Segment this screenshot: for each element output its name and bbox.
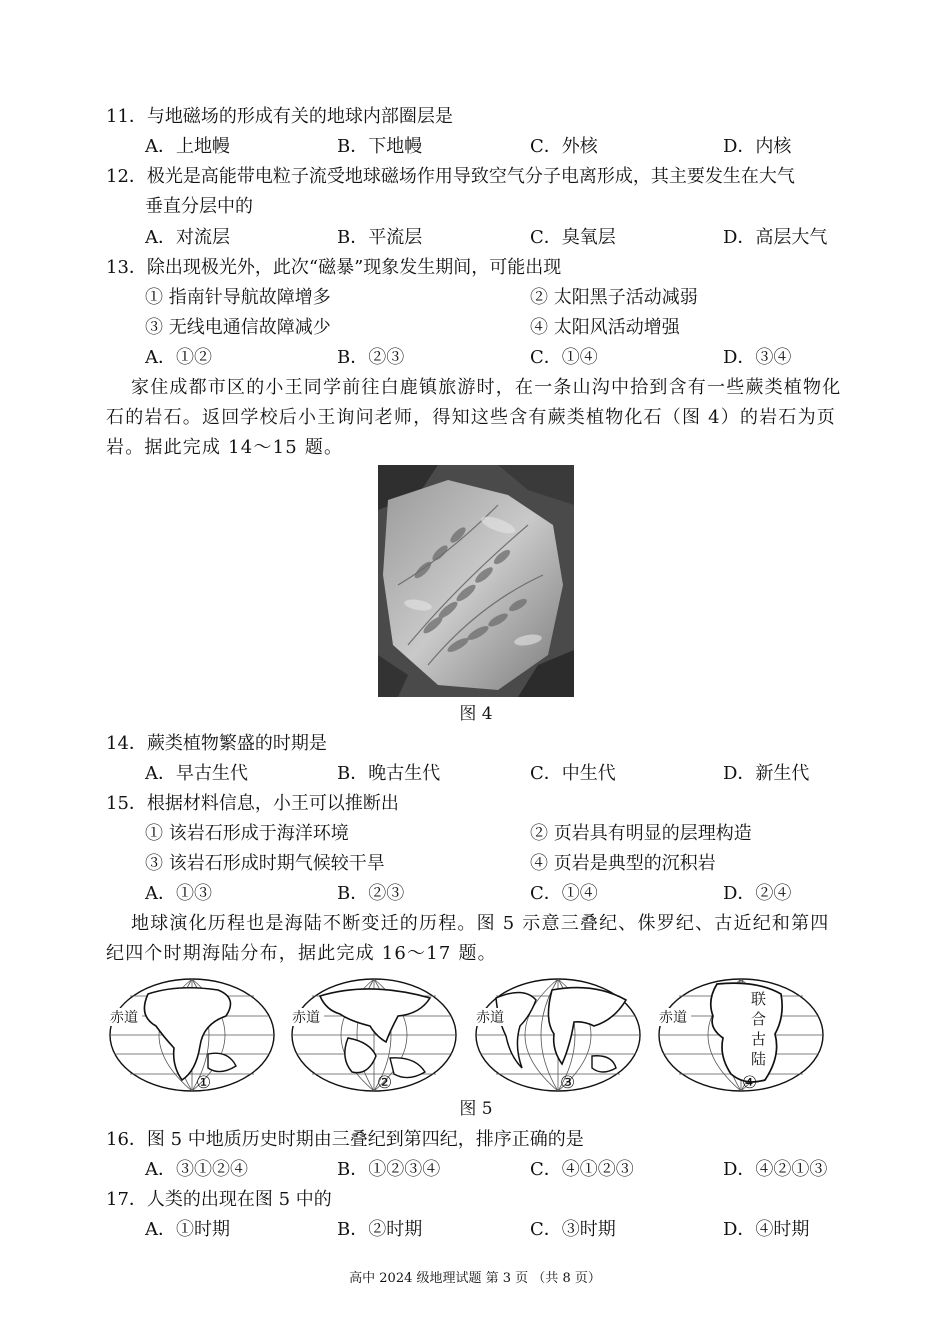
passage-14-15: 家住成都市区的小王同学前往白鹿镇旅游时，在一条山沟中拾到含有一些蕨类植物化石的岩石。返回学校后小王询问老师，得知这些含有蕨类植物化石（图 4）的岩石为页岩。据此完成 14～15 题。 [106,377,842,458]
q17-option-c: C．③时期 [530,1219,616,1240]
equator-label-4: 赤道 [659,1010,687,1026]
equator-label-2: 赤道 [292,1010,320,1026]
fern-fossil-photo [378,465,574,697]
map-number-2: ② [377,1073,393,1093]
globe-map-2 [290,976,458,1094]
map-number-3: ③ [560,1073,576,1093]
q12-option-c: C．臭氧层 [530,227,616,248]
q13-option-d: D．③④ [723,347,792,368]
q16-stem: 16．图 5 中地质历史时期由三叠纪到第四纪，排序正确的是 [106,1129,584,1150]
q12-option-a: A．对流层 [145,227,230,248]
q11-option-d: D．内核 [723,136,792,157]
q16-option-a: A．③①②④ [145,1159,248,1180]
q13-item-4: ④ 太阳风活动增强 [530,317,680,338]
joint-label-char-1: 联 [751,990,767,1008]
q17-option-b: B．②时期 [337,1219,423,1240]
passage-16-17: 地球演化历程也是海陆不断变迁的历程。图 5 示意三叠纪、侏罗纪、古近纪和第四纪四个时期海陆分布，据此完成 16～17 题。 [106,913,830,964]
q12-stem-line2: 垂直分层中的 [145,196,253,217]
q15-option-b: B．②③ [337,883,405,904]
q11-option-a: A．上地幔 [145,136,230,157]
fig5-caption: 图 5 [459,1099,493,1119]
q15-option-d: D．②④ [723,883,792,904]
q13-item-1: ① 指南针导航故障增多 [145,287,331,308]
joint-label-char-3: 古 [751,1030,767,1048]
q11-stem: 11．与地磁场的形成有关的地球内部圈层是 [106,106,453,127]
q13-option-b: B．②③ [337,347,405,368]
map-number-4: ④ [742,1073,758,1093]
q13-option-c: C．①④ [530,347,598,368]
globe-map-3 [474,976,642,1094]
q15-option-a: A．①③ [145,883,212,904]
q14-option-c: C．中生代 [530,763,616,784]
fig4-caption: 图 4 [459,704,493,724]
map-number-1: ① [196,1073,212,1093]
q14-stem: 14．蕨类植物繁盛的时期是 [106,733,327,754]
q11-option-b: B．下地幔 [337,136,423,157]
page-footer: 高中 2024 级地理试题 第 3 页 （共 8 页） [349,1271,601,1286]
q16-option-c: C．④①②③ [530,1159,634,1180]
equator-label-3: 赤道 [476,1010,504,1026]
q13-stem: 13．除出现极光外，此次“磁暴”现象发生期间，可能出现 [106,257,562,278]
q15-stem: 15．根据材料信息，小王可以推断出 [106,793,399,814]
q12-option-d: D．高层大气 [723,227,828,248]
q17-stem: 17．人类的出现在图 5 中的 [106,1189,332,1210]
joint-label-char-2: 合 [751,1010,767,1028]
q14-option-a: A．早古生代 [145,763,248,784]
q15-item-2: ② 页岩具有明显的层理构造 [530,823,752,844]
q14-option-b: B．晚古生代 [337,763,441,784]
q15-item-1: ① 该岩石形成于海洋环境 [145,823,349,844]
q13-item-2: ② 太阳黑子活动减弱 [530,287,698,308]
q15-option-c: C．①④ [530,883,598,904]
q13-item-3: ③ 无线电通信故障减少 [145,317,331,338]
globe-map-1 [108,976,276,1094]
q11-option-c: C．外核 [530,136,598,157]
joint-label-char-4: 陆 [751,1050,767,1068]
equator-label-1: 赤道 [110,1010,138,1026]
q17-option-d: D．④时期 [723,1219,810,1240]
q16-option-b: B．①②③④ [337,1159,441,1180]
globe-map-4 [657,976,825,1094]
q12-stem-line1: 12．极光是高能带电粒子流受地球磁场作用导致空气分子电离形成，其主要发生在大气 [106,166,795,187]
q16-option-d: D．④②①③ [723,1159,828,1180]
q15-item-4: ④ 页岩是典型的沉积岩 [530,853,716,874]
q14-option-d: D．新生代 [723,763,810,784]
q17-option-a: A．①时期 [145,1219,230,1240]
q12-option-b: B．平流层 [337,227,423,248]
q15-item-3: ③ 该岩石形成时期气候较干旱 [145,853,385,874]
q13-option-a: A．①② [145,347,212,368]
